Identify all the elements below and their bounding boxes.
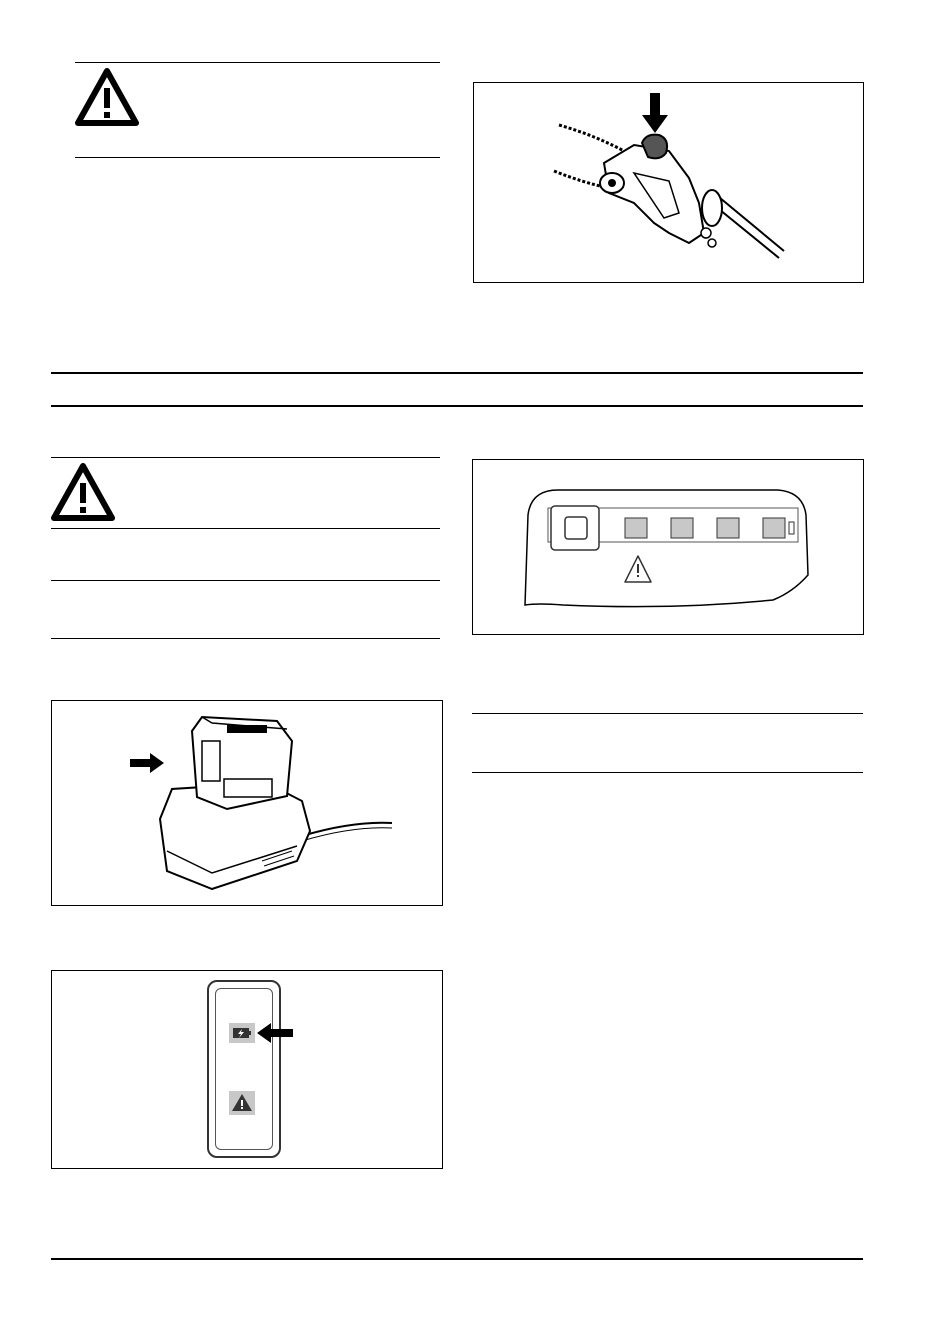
power-button-icon — [565, 517, 587, 539]
left-arrow-icon — [257, 1022, 293, 1044]
right-arrow-icon — [130, 753, 164, 773]
charger-panel-inner — [215, 988, 273, 1150]
warning-box-top-rule-2 — [51, 457, 440, 458]
figure-battery-charger — [51, 700, 443, 906]
down-arrow-icon — [642, 93, 668, 133]
warning-triangle-icon — [75, 68, 139, 126]
charger-panel — [207, 980, 281, 1158]
warning-box-divider-2 — [51, 580, 440, 581]
battery-on-charger-illustration — [52, 701, 441, 904]
warning-box-bottom-rule — [75, 157, 440, 158]
warning-triangle-icon — [51, 463, 115, 521]
warning-box-top-rule — [75, 62, 440, 63]
led-indicator-icon — [625, 518, 647, 538]
right-box-bottom-rule — [472, 772, 863, 773]
chain-tension-knob-illustration — [474, 83, 862, 281]
figure-charger-panel — [51, 970, 443, 1169]
battery-indicator-illustration — [473, 460, 862, 633]
warning-box-divider-1 — [51, 528, 440, 529]
led-indicator-icon — [717, 518, 739, 538]
warning-small-icon — [229, 1091, 255, 1115]
footer-rule — [51, 1258, 863, 1260]
figure-chain-tension — [473, 82, 864, 283]
section-rule-top — [51, 372, 863, 374]
right-box-top-rule — [472, 713, 863, 714]
led-indicator-icon — [671, 518, 693, 538]
section-rule-bottom — [51, 405, 863, 407]
figure-battery-indicator — [472, 459, 864, 635]
warning-box-bottom-rule-2 — [51, 638, 440, 639]
led-indicator-icon — [763, 518, 785, 538]
charging-battery-icon — [229, 1023, 255, 1043]
